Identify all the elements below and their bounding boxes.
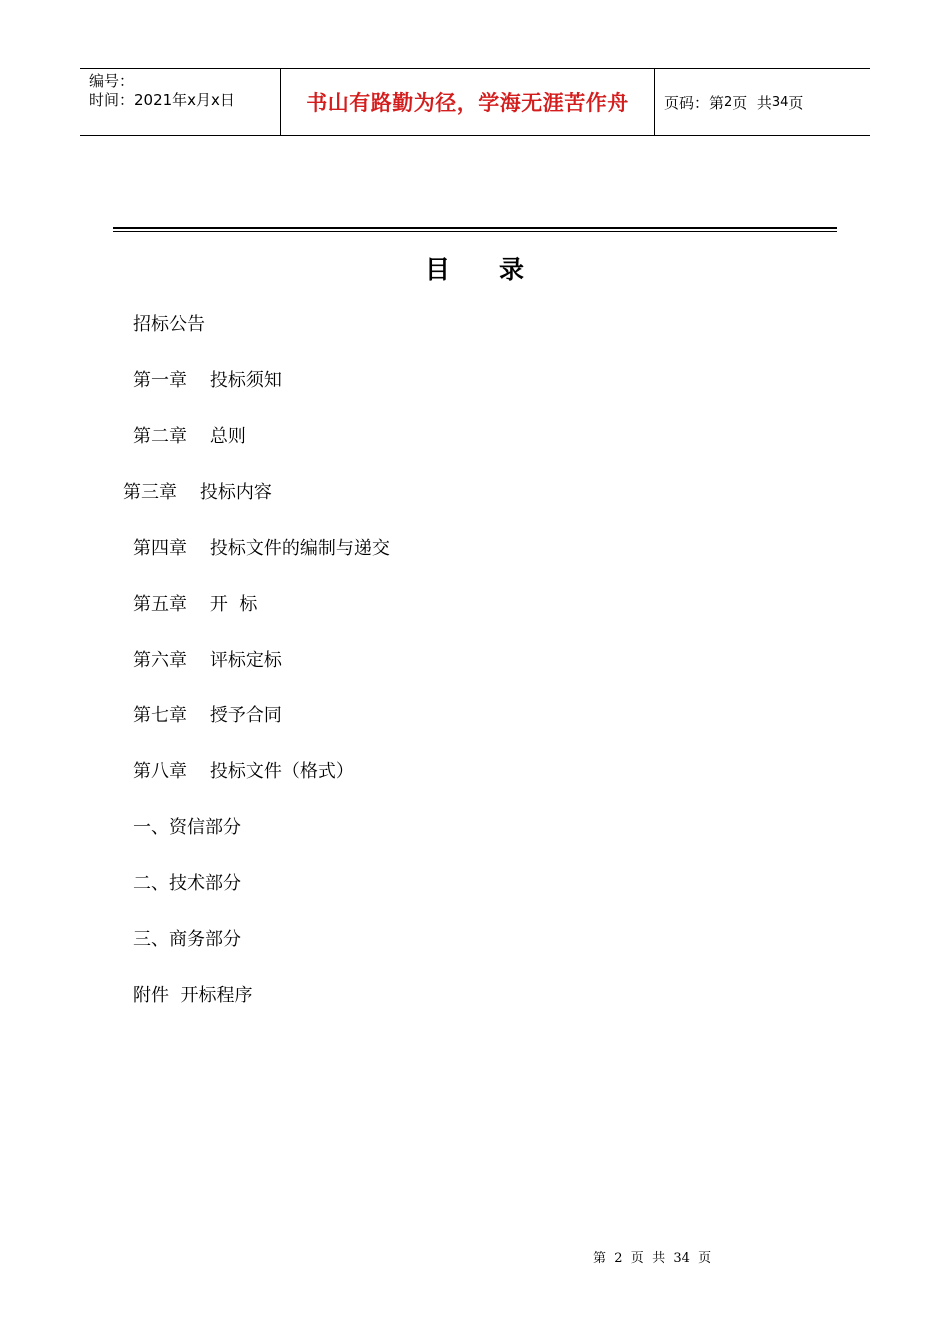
toc-item: 二、技术部分 [133, 873, 241, 894]
toc-title-right: 录 [499, 255, 526, 284]
toc-title-left: 目 [424, 255, 451, 284]
toc-item: 第五章 开 标 [133, 594, 258, 615]
toc-item: 第四章 投标文件的编制与递交 [133, 538, 390, 559]
divider-thick [113, 227, 837, 229]
header-motto: 书山有路勤为径，学海无涯苦作舟 [281, 69, 655, 135]
page-current: 2 [724, 94, 733, 110]
toc-item: 第一章 投标须知 [133, 370, 282, 391]
divider-thin [113, 231, 837, 232]
toc-item: 招标公告 [133, 314, 205, 335]
toc-item: 一、资信部分 [133, 817, 241, 838]
page-header [80, 68, 870, 136]
page-mid: 页 共 [732, 93, 772, 112]
toc-title [0, 250, 950, 286]
page-total: 34 [771, 94, 789, 110]
toc-item: 附件 开标程序 [133, 985, 253, 1006]
toc-item: 第七章 授予合同 [133, 705, 282, 726]
page-footer: 第 2 页 共 34 页 [593, 1251, 712, 1266]
toc-item: 第六章 评标定标 [133, 650, 282, 671]
toc-item: 三、商务部分 [133, 929, 241, 950]
toc-item: 第三章 投标内容 [123, 482, 272, 503]
document-number-label: 编号： [89, 72, 135, 90]
page-prefix: 页码：第 [664, 93, 725, 112]
document-date: 时间：2021年x月x日 [89, 91, 235, 109]
page-suffix: 页 [788, 93, 804, 112]
header-info-cell [80, 69, 281, 135]
toc-item: 第八章 投标文件（格式） [133, 761, 354, 782]
toc-item: 第二章 总则 [133, 426, 246, 447]
header-page-info [655, 69, 870, 135]
